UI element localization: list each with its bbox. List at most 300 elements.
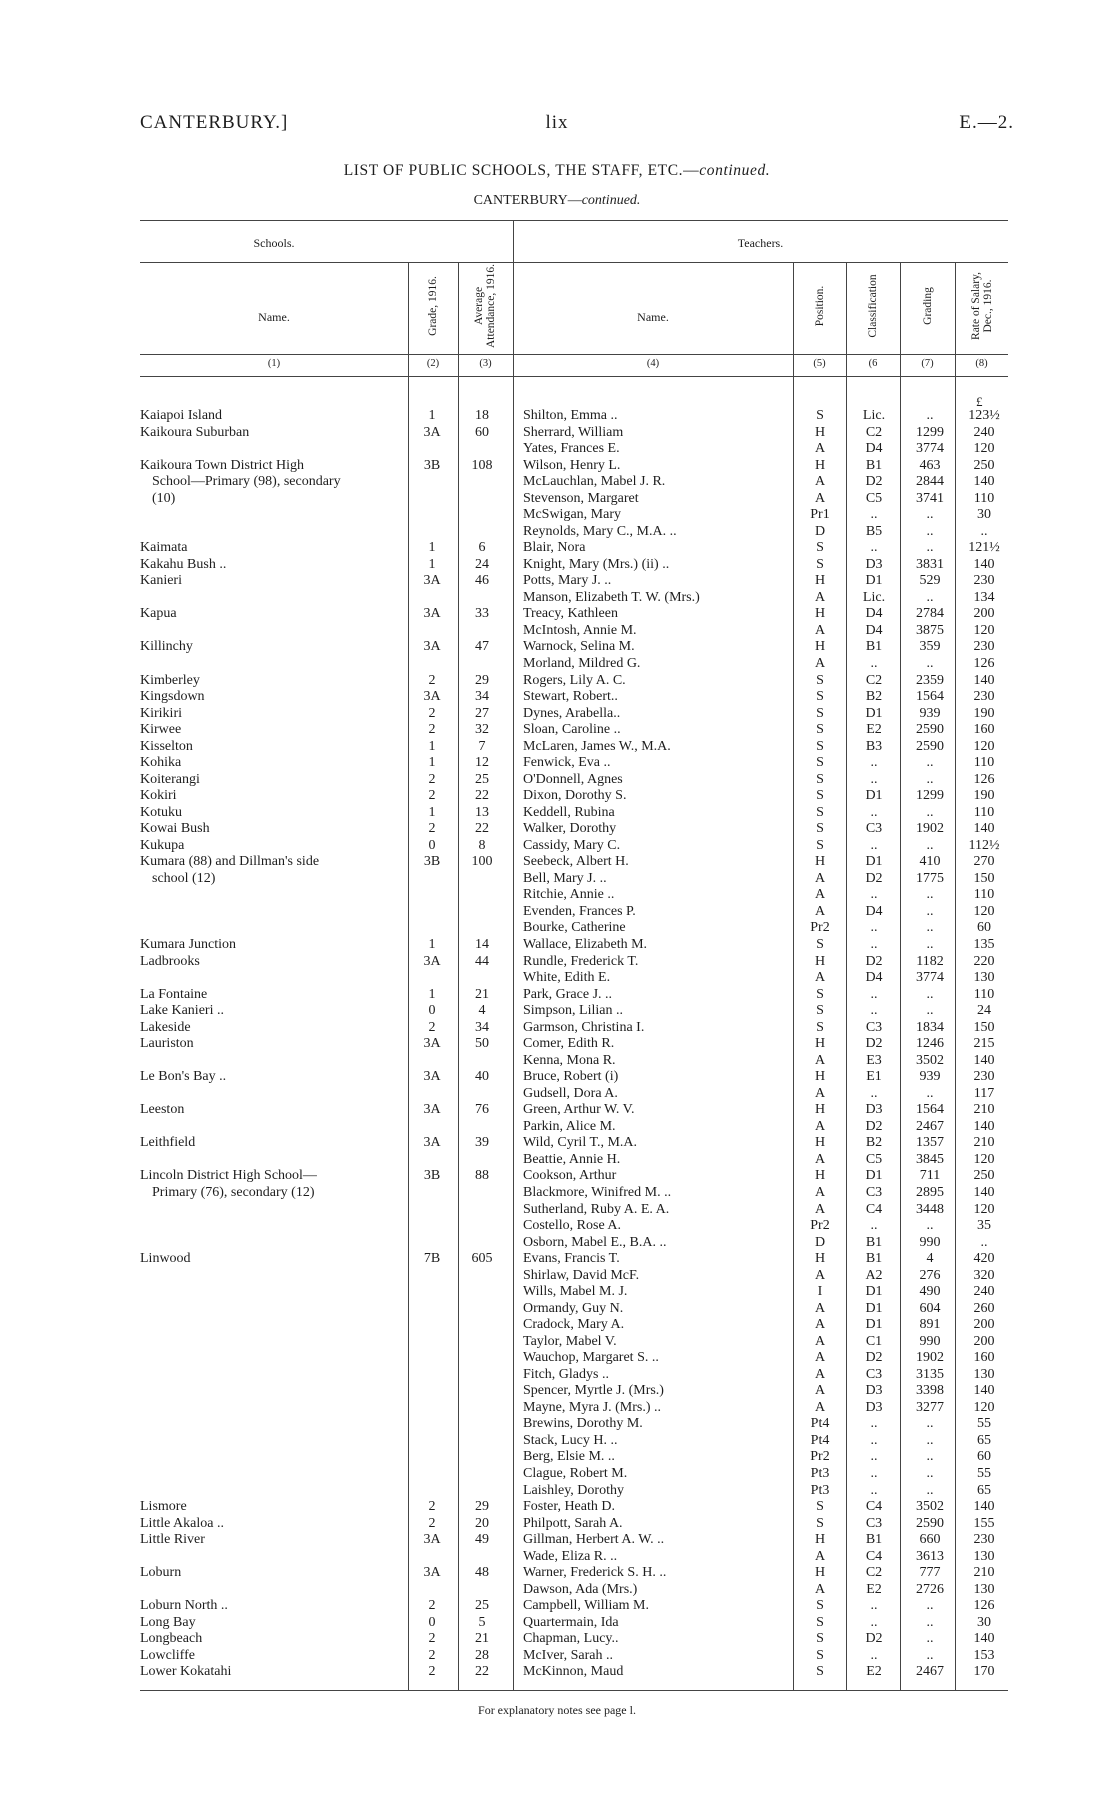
grading-cell: .. — [926, 1085, 934, 1101]
grading-cell: .. — [926, 589, 934, 605]
table-row — [0, 1466, 1114, 1483]
teacher-name-cell: O'Donnell, Agnes — [523, 771, 623, 787]
teacher-name-cell: Garmson, Christina I. — [523, 1019, 645, 1035]
grading-cell: .. — [926, 887, 934, 903]
header-group-rule — [140, 262, 1008, 263]
table-row — [0, 656, 1114, 673]
grading-cell: .. — [926, 755, 934, 771]
salary-cell: 112½ — [968, 837, 1000, 853]
classification-cell: E2 — [866, 1581, 882, 1597]
school-name-cell: Ladbrooks — [140, 953, 200, 969]
salary-cell: 270 — [973, 854, 995, 870]
table-row — [0, 1516, 1114, 1533]
position-cell: H — [814, 1565, 826, 1581]
salary-cell: 140 — [973, 821, 995, 837]
attendance-cell: 108 — [471, 457, 493, 473]
teacher-name-cell: Manson, Elizabeth T. W. (Mrs.) — [523, 589, 700, 605]
classification-cell: D3 — [865, 1102, 883, 1118]
grading-cell: .. — [926, 655, 934, 671]
grading-cell: 1299 — [916, 424, 944, 440]
grade-cell: 3A — [423, 1565, 441, 1581]
classification-cell: .. — [870, 1416, 878, 1432]
table-row — [0, 1185, 1114, 1202]
table-row — [0, 1664, 1114, 1681]
salary-cell: 130 — [973, 970, 995, 986]
classification-cell: C2 — [865, 672, 883, 688]
position-cell: A — [814, 589, 826, 605]
classification-cell: D2 — [865, 1631, 883, 1647]
salary-cell: 120 — [973, 1201, 995, 1217]
salary-cell: 215 — [973, 1036, 995, 1052]
table-row — [0, 1102, 1114, 1119]
table-row — [0, 1003, 1114, 1020]
classification-cell: .. — [870, 655, 878, 671]
currency-symbol: £ — [976, 394, 983, 409]
table-row — [0, 689, 1114, 706]
teacher-name-cell: Fenwick, Eva .. — [523, 755, 611, 771]
grading-cell: .. — [926, 1631, 934, 1647]
table-row — [0, 1334, 1114, 1351]
classification-cell: E2 — [866, 722, 882, 738]
teacher-name-cell: Gudsell, Dora A. — [523, 1085, 618, 1101]
school-name-cell: La Fontaine — [140, 986, 208, 1002]
salary-cell: 35 — [977, 1218, 991, 1234]
grading-cell: 990 — [919, 1234, 941, 1250]
grading-cell: 660 — [919, 1532, 941, 1548]
running-header-left: CANTERBURY.] — [140, 112, 289, 133]
table-row — [0, 739, 1114, 756]
attendance-cell: 12 — [475, 755, 489, 771]
classification-cell: D3 — [865, 1399, 883, 1415]
school-name-cell: Long Bay — [140, 1614, 196, 1630]
grading-cell: 3398 — [916, 1383, 944, 1399]
header-number-rule — [140, 354, 1008, 355]
teacher-name-cell: Rundle, Frederick T. — [523, 953, 639, 969]
salary-cell: 30 — [977, 1614, 991, 1630]
grading-cell: 490 — [919, 1284, 941, 1300]
table-row — [0, 1036, 1114, 1053]
classification-cell: B3 — [865, 738, 883, 754]
grade-cell: 2 — [428, 672, 436, 688]
school-name-cell: Kotuku — [140, 804, 182, 820]
classification-cell: Lic. — [862, 408, 886, 423]
grade-cell: 3A — [423, 689, 441, 705]
teacher-name-cell: Green, Arthur W. V. — [523, 1102, 635, 1118]
attendance-heading: Average Attendance, 1916. — [472, 264, 497, 348]
position-cell: S — [816, 837, 824, 853]
teacher-name-cell: Bell, Mary J. .. — [523, 870, 607, 886]
teacher-name-cell: Gillman, Herbert A. W. .. — [523, 1532, 665, 1548]
grade-cell: 1 — [428, 556, 436, 572]
attendance-cell: 60 — [475, 424, 489, 440]
salary-cell: 120 — [973, 622, 995, 638]
teacher-name-cell: Warnock, Selina M. — [523, 639, 635, 655]
grading-cell: 891 — [919, 1317, 941, 1333]
classification-cell: D2 — [865, 1118, 883, 1134]
classification-cell: B5 — [865, 523, 883, 539]
teacher-name-cell: Knight, Mary (Mrs.) (ii) .. — [523, 556, 670, 572]
school-name-cell: Kaiapoi Island — [140, 408, 223, 423]
grading-cell: .. — [926, 1218, 934, 1234]
position-cell: Pt3 — [810, 1466, 830, 1481]
classification-cell: B1 — [865, 457, 883, 473]
school-name-cell: School—Primary (98), secondary — [152, 474, 341, 490]
salary-cell: 240 — [973, 1284, 995, 1300]
teacher-name-cell: White, Edith E. — [523, 970, 611, 986]
salary-cell: 120 — [973, 1399, 995, 1415]
grade-cell: 3A — [423, 953, 441, 969]
position-cell: S — [816, 540, 824, 556]
teacher-name-cell: Stewart, Robert.. — [523, 689, 618, 705]
grading-cell: .. — [926, 1647, 934, 1663]
classification-cell: B1 — [865, 639, 883, 655]
grade-cell: 2 — [428, 1515, 436, 1531]
position-cell: H — [814, 1532, 826, 1548]
grading-cell: .. — [926, 1449, 934, 1465]
attendance-cell: 4 — [478, 1003, 486, 1019]
attendance-cell: 8 — [478, 837, 486, 853]
salary-cell: 110 — [973, 755, 995, 771]
attendance-cell: 20 — [475, 1515, 489, 1531]
table-row — [0, 524, 1114, 541]
salary-cell: 24 — [977, 1003, 991, 1019]
position-cell: S — [816, 722, 824, 738]
table-row — [0, 1598, 1114, 1615]
grading-cell: 3774 — [916, 970, 944, 986]
school-name-cell: Kirwee — [140, 722, 182, 738]
position-cell: A — [814, 1548, 826, 1564]
grade-cell: 2 — [428, 788, 436, 804]
table-row — [0, 772, 1114, 789]
grading-cell: 2895 — [916, 1184, 944, 1200]
grading-cell: .. — [926, 1416, 934, 1432]
school-name-cell: Lake Kanieri .. — [140, 1003, 224, 1019]
grading-cell: .. — [926, 1432, 934, 1448]
grading-cell: 3831 — [916, 556, 944, 572]
page-number: lix — [545, 112, 569, 133]
table-row — [0, 1367, 1114, 1384]
classification-cell: A2 — [865, 1267, 883, 1283]
table-row — [0, 507, 1114, 524]
grading-cell: 604 — [919, 1300, 941, 1316]
grading-cell: 3277 — [916, 1399, 944, 1415]
attendance-cell: 21 — [475, 986, 489, 1002]
salary-cell: 110 — [973, 887, 995, 903]
teacher-name-cell: Potts, Mary J. .. — [523, 573, 612, 589]
grading-cell: 2784 — [916, 606, 944, 622]
salary-cell: 200 — [973, 1333, 995, 1349]
table-row — [0, 1251, 1114, 1268]
grade-cell: 2 — [428, 1664, 436, 1680]
salary-cell: 126 — [973, 1598, 995, 1614]
position-cell: S — [816, 556, 824, 572]
school-name-cell: Kanieri — [140, 573, 182, 589]
salary-cell: 140 — [973, 1499, 995, 1515]
salary-cell: 230 — [973, 639, 995, 655]
table-row — [0, 557, 1114, 574]
col-number-3: (3) — [479, 358, 492, 369]
grading-cell: 3613 — [916, 1548, 944, 1564]
classification-cell: .. — [870, 507, 878, 523]
attendance-cell: 34 — [475, 689, 489, 705]
grade-cell: 3B — [423, 854, 441, 870]
grading-cell: 276 — [919, 1267, 941, 1283]
position-cell: S — [816, 804, 824, 820]
grading-cell: .. — [926, 986, 934, 1002]
salary-cell: 230 — [973, 1069, 995, 1085]
position-cell: A — [814, 1300, 826, 1316]
teacher-name-cell: Bourke, Catherine — [523, 920, 626, 936]
school-name-cell: Lower Kokatahi — [140, 1664, 232, 1680]
table-row — [0, 920, 1114, 937]
school-name-cell: Kumara (88) and Dillman's side — [140, 854, 320, 870]
table-row — [0, 639, 1114, 656]
position-cell: S — [816, 408, 824, 423]
teacher-name-cell: McIntosh, Annie M. — [523, 622, 637, 638]
table-row — [0, 722, 1114, 739]
page-title-italic: continued. — [699, 162, 771, 179]
salary-cell: 126 — [973, 655, 995, 671]
teacher-name-cell: Fitch, Gladys .. — [523, 1366, 609, 1382]
grading-cell: 4 — [926, 1251, 934, 1267]
grading-cell: 2590 — [916, 738, 944, 754]
position-cell: S — [816, 755, 824, 771]
teacher-name-cell: Cookson, Arthur — [523, 1168, 617, 1184]
table-row — [0, 1499, 1114, 1516]
teacher-name-cell: Sherrard, William — [523, 424, 624, 440]
teacher-name-cell: Shilton, Emma .. — [523, 408, 618, 423]
classification-cell: .. — [870, 1449, 878, 1465]
grade-cell: 3A — [423, 1069, 441, 1085]
classification-cell: B1 — [865, 1532, 883, 1548]
attendance-cell: 33 — [475, 606, 489, 622]
position-cell: H — [814, 424, 826, 440]
table-row — [0, 1086, 1114, 1103]
position-cell: S — [816, 1614, 824, 1630]
teacher-name-cell: Blair, Nora — [523, 540, 586, 556]
table-row — [0, 1135, 1114, 1152]
classification-cell: .. — [870, 540, 878, 556]
classification-heading: Classification — [866, 274, 879, 338]
classification-cell: .. — [870, 1647, 878, 1663]
position-cell: S — [816, 1019, 824, 1035]
position-cell: H — [814, 639, 826, 655]
table-row — [0, 805, 1114, 822]
grading-cell: .. — [926, 920, 934, 936]
school-name-cell: Kirikiri — [140, 705, 182, 721]
table-row — [0, 491, 1114, 508]
salary-cell: 320 — [973, 1267, 995, 1283]
attendance-cell: 22 — [475, 821, 489, 837]
grading-cell: .. — [926, 903, 934, 919]
teacher-name-cell: McKinnon, Maud — [523, 1664, 624, 1680]
teacher-name-cell: Stack, Lucy H. .. — [523, 1432, 618, 1448]
teacher-name-cell: Ormandy, Guy N. — [523, 1300, 624, 1316]
school-name-cell: Lowcliffe — [140, 1647, 195, 1663]
position-cell: A — [814, 1350, 826, 1366]
teacher-name-cell: Wilson, Henry L. — [523, 457, 621, 473]
classification-cell: C5 — [865, 1151, 883, 1167]
attendance-cell: 48 — [475, 1565, 489, 1581]
teacher-name-cell: Rogers, Lily A. C. — [523, 672, 626, 688]
table-row — [0, 904, 1114, 921]
classification-cell: D1 — [865, 573, 883, 589]
grading-cell: 3448 — [916, 1201, 944, 1217]
grading-cell: .. — [926, 507, 934, 523]
schools-heading: Schools. — [253, 236, 295, 250]
salary-cell: 220 — [973, 953, 995, 969]
position-cell: A — [814, 622, 826, 638]
salary-cell: 240 — [973, 424, 995, 440]
teacher-name-cell: Seebeck, Albert H. — [523, 854, 629, 870]
classification-cell: D4 — [865, 606, 883, 622]
table-row — [0, 1416, 1114, 1433]
teacher-name-cell: Wauchop, Margaret S. .. — [523, 1350, 659, 1366]
school-name-cell: Koiterangi — [140, 771, 200, 787]
table-row — [0, 854, 1114, 871]
classification-cell: .. — [870, 771, 878, 787]
teacher-name-cell: Treacy, Kathleen — [523, 606, 618, 622]
position-cell: A — [814, 655, 826, 671]
position-cell: Pt4 — [810, 1432, 830, 1448]
classification-cell: C4 — [865, 1499, 883, 1515]
teacher-name-cell: Dixon, Dorothy S. — [523, 788, 627, 804]
table-row — [0, 1483, 1114, 1500]
table-row — [0, 590, 1114, 607]
page-title-text: LIST OF PUBLIC SCHOOLS, THE STAFF, ETC.— — [343, 162, 700, 179]
attendance-cell: 34 — [475, 1019, 489, 1035]
position-cell: A — [814, 1201, 826, 1217]
classification-cell: D1 — [865, 1168, 883, 1184]
teacher-name-cell: Ritchie, Annie .. — [523, 887, 615, 903]
classification-cell: D1 — [865, 788, 883, 804]
grading-cell: .. — [926, 937, 934, 952]
position-cell: A — [814, 1581, 826, 1597]
school-name-cell: Kingsdown — [140, 689, 205, 705]
position-cell: S — [816, 986, 824, 1002]
position-cell: A — [814, 870, 826, 886]
school-name-cell: Kimberley — [140, 672, 200, 688]
grade-cell: 2 — [428, 821, 436, 837]
grading-cell: 3502 — [916, 1052, 944, 1068]
teacher-name-cell: Cradock, Mary A. — [523, 1317, 625, 1333]
classification-cell: D1 — [865, 705, 883, 721]
school-name-heading: Name. — [258, 310, 290, 324]
position-cell: D — [814, 1234, 826, 1250]
table-row — [0, 1648, 1114, 1665]
table-row — [0, 788, 1114, 805]
table-row — [0, 954, 1114, 971]
table-row — [0, 1383, 1114, 1400]
table-row — [0, 1152, 1114, 1169]
classification-cell: E3 — [866, 1052, 882, 1068]
classification-cell: .. — [870, 1466, 878, 1481]
table-row — [0, 458, 1114, 475]
classification-cell: .. — [870, 837, 878, 853]
salary-cell: 210 — [973, 1565, 995, 1581]
school-name-cell: school (12) — [152, 870, 216, 886]
teacher-name-cell: Morland, Mildred G. — [523, 655, 641, 671]
grading-cell: 410 — [919, 854, 941, 870]
grade-cell: 2 — [428, 1019, 436, 1035]
grading-cell: 2590 — [916, 722, 944, 738]
teacher-name-cell: Reynolds, Mary C., M.A. .. — [523, 523, 677, 539]
position-cell: Pt3 — [810, 1482, 830, 1498]
teacher-name-cell: Clague, Robert M. — [523, 1466, 628, 1481]
position-cell: H — [814, 1036, 826, 1052]
grading-cell: 2844 — [916, 474, 944, 490]
position-cell: A — [814, 1317, 826, 1333]
grading-cell: 359 — [919, 639, 941, 655]
grade-cell: 3A — [423, 1135, 441, 1151]
teacher-name-cell: Osborn, Mabel E., B.A. .. — [523, 1234, 667, 1250]
grade-cell: 3A — [423, 606, 441, 622]
grade-cell: 3A — [423, 1036, 441, 1052]
attendance-cell: 28 — [475, 1647, 489, 1663]
table-row — [0, 871, 1114, 888]
school-name-cell: Kukupa — [140, 837, 185, 853]
table-row — [0, 474, 1114, 491]
attendance-cell: 29 — [475, 672, 489, 688]
grading-cell: 3875 — [916, 622, 944, 638]
teacher-name-cell: Keddell, Rubina — [523, 804, 615, 820]
classification-cell: D1 — [865, 1284, 883, 1300]
teacher-name-cell: Simpson, Lilian .. — [523, 1003, 623, 1019]
teacher-name-cell: Dawson, Ada (Mrs.) — [523, 1581, 638, 1597]
table-row — [0, 706, 1114, 723]
attendance-cell: 14 — [475, 937, 489, 952]
classification-cell: .. — [870, 755, 878, 771]
teacher-name-cell: Wallace, Elizabeth M. — [523, 937, 648, 952]
classification-cell: .. — [870, 1614, 878, 1630]
position-cell: I — [817, 1284, 823, 1300]
school-name-cell: Little Akaloa .. — [140, 1515, 224, 1531]
school-name-cell: Kokiri — [140, 788, 177, 804]
table-row — [0, 1549, 1114, 1566]
position-cell: Pr1 — [810, 507, 830, 523]
salary-cell: 130 — [973, 1581, 995, 1597]
position-cell: S — [816, 1499, 824, 1515]
school-name-cell: Primary (76), secondary (12) — [152, 1184, 315, 1200]
attendance-cell: 100 — [471, 854, 493, 870]
school-name-cell: Lauriston — [140, 1036, 194, 1052]
salary-cell: 130 — [973, 1548, 995, 1564]
position-cell: A — [814, 1267, 826, 1283]
teacher-name-cell: Taylor, Mabel V. — [523, 1333, 617, 1349]
school-name-cell: Loburn North .. — [140, 1598, 228, 1614]
grade-cell: 1 — [428, 738, 436, 754]
classification-cell: D3 — [865, 556, 883, 572]
grade-cell: 1 — [428, 755, 436, 771]
teacher-name-cell: Walker, Dorothy — [523, 821, 617, 837]
position-cell: A — [814, 1383, 826, 1399]
table-row — [0, 821, 1114, 838]
teacher-name-cell: Stevenson, Margaret — [523, 490, 639, 506]
salary-cell: 120 — [973, 903, 995, 919]
teacher-name-cell: Bruce, Robert (i) — [523, 1069, 619, 1085]
position-cell: D — [814, 523, 826, 539]
classification-cell: D4 — [865, 441, 883, 457]
position-cell: H — [814, 1069, 826, 1085]
attendance-cell: 25 — [475, 1598, 489, 1614]
classification-cell: .. — [870, 1482, 878, 1498]
grading-heading: Grading — [921, 287, 934, 325]
classification-cell: Lic. — [862, 589, 886, 605]
salary-cell: 65 — [977, 1432, 991, 1448]
salary-cell: 420 — [973, 1251, 995, 1267]
attendance-cell: 32 — [475, 722, 489, 738]
position-cell: H — [814, 953, 826, 969]
